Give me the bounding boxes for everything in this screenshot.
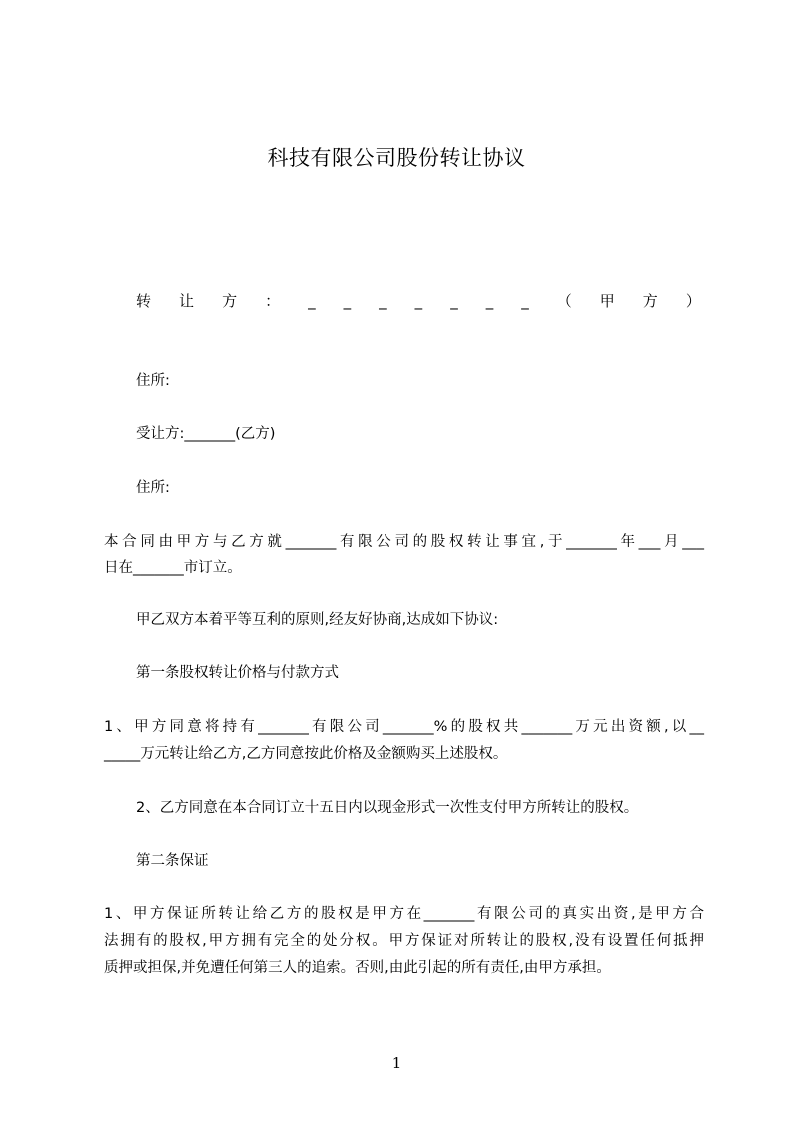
document-title: 科技有限公司股份转让协议 <box>267 146 526 170</box>
transferor-char: 让 <box>179 292 195 310</box>
transferee-line: 受让方:_______(乙方) <box>136 426 276 442</box>
transferor-char: _ <box>308 292 316 310</box>
agreement-statement: 甲乙双方本着平等互利的原则,经友好协商,达成如下协议: <box>136 612 499 628</box>
intro-paragraph-line1: 本合同由甲方与乙方就_______有限公司的股权转让事宜,于_______年___月___ <box>104 534 704 550</box>
transferor-address: 住所: <box>136 373 170 389</box>
transferor-char: ： <box>265 292 281 310</box>
transferee-address: 住所: <box>136 480 170 496</box>
article2-item1-line3: 质押或担保,并免遭任何第三人的追索。否则,由此引起的所有责任,由甲方承担。 <box>104 960 611 976</box>
transferor-char: _ <box>521 292 529 310</box>
page-number: 1 <box>391 1054 402 1072</box>
transferor-char: 方 <box>642 292 658 310</box>
article2-item1-line2: 法拥有的股权,甲方拥有完全的处分权。甲方保证对所转让的股权,没有设置任何抵押 <box>104 933 704 949</box>
transferor-char: _ <box>379 292 387 310</box>
article1-item1-line1: 1、甲方同意将持有_______有限公司_______%的股权共_______万元出资额,以__ <box>104 719 704 735</box>
transferor-char: ） <box>685 292 701 310</box>
intro-paragraph-line2: 日在_______市订立。 <box>104 560 242 576</box>
transferor-char: _ <box>414 292 423 310</box>
article1-item2: 2、乙方同意在本合同订立十五日内以现金形式一次性支付甲方所转让的股权。 <box>136 800 639 816</box>
transferor-char: _ <box>450 292 458 310</box>
transferor-char: （ <box>556 292 572 310</box>
transferor-char: 甲 <box>599 292 615 310</box>
article1-heading: 第一条股权转让价格与付款方式 <box>136 665 339 681</box>
article2-item1-line1: 1、甲方保证所转让给乙方的股权是甲方在_______有限公司的真实出资,是甲方合 <box>104 906 704 922</box>
transferor-char: 转 <box>136 292 152 310</box>
article1-item1-line2: _____万元转让给乙方,乙方同意按此价格及金额购买上述股权。 <box>104 746 508 762</box>
transferor-char: 方 <box>222 292 238 310</box>
transferor-line <box>136 289 701 313</box>
transferor-char: _ <box>343 292 352 310</box>
transferor-char: _ <box>485 292 494 310</box>
article2-heading: 第二条保证 <box>136 853 209 869</box>
